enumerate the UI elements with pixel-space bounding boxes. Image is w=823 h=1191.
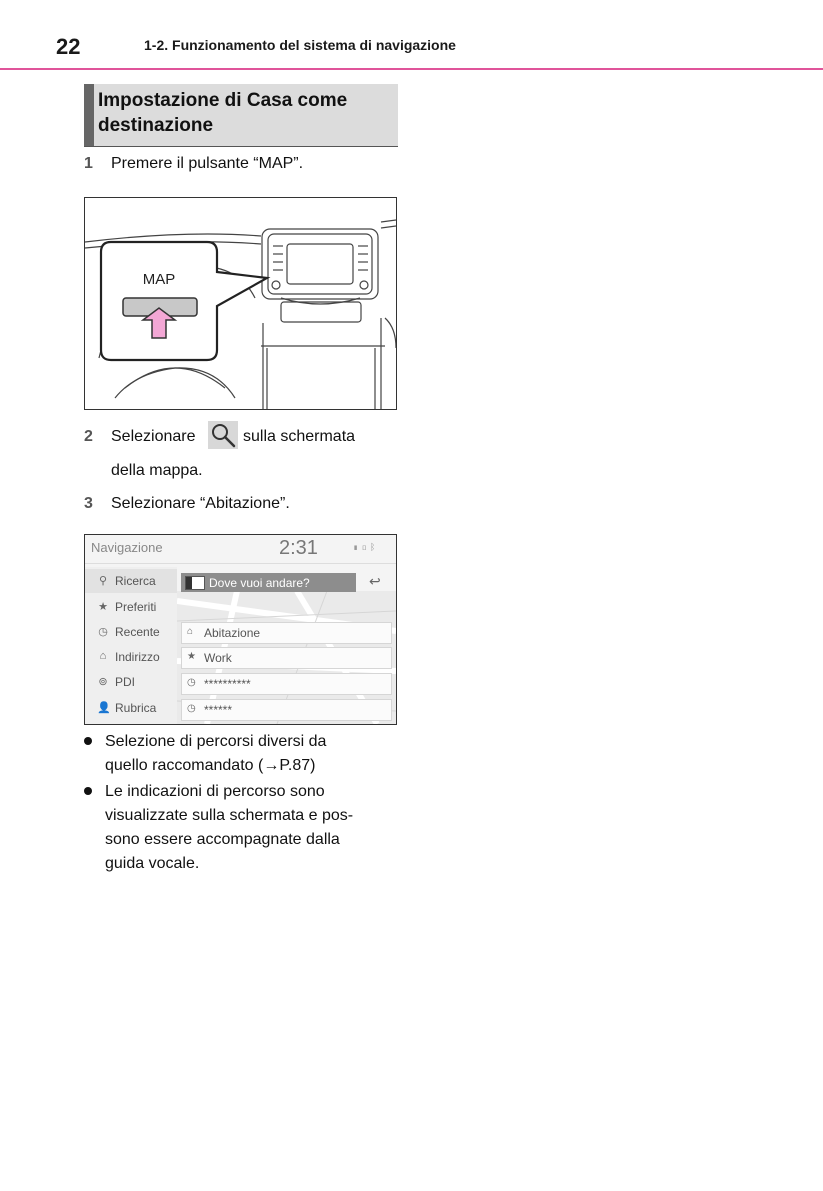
clock-icon: ◷ [98, 626, 108, 638]
step-2-text-before: Selezionare [111, 428, 196, 445]
step-1-number: 1 [84, 155, 93, 172]
nav-clock: 2:31 [279, 537, 318, 559]
section-heading-bar [84, 84, 94, 146]
step-2-text-after: sulla schermata [243, 428, 356, 445]
section-title: Impostazione di Casa come destinazione [98, 90, 348, 136]
bluetooth-icon: ᛒ [369, 542, 379, 552]
search-bar[interactable] [181, 573, 356, 592]
bullet-2-line: visualizzate sulla schermata e pos- [105, 807, 354, 824]
step-1-text: Premere il pulsante “MAP”. [111, 155, 304, 172]
sidebar-item-rubrica[interactable] [85, 696, 177, 720]
contact-icon: 👤 [97, 702, 111, 714]
home-icon: ⌂ [187, 626, 194, 637]
signal-icon: ▮ [353, 542, 362, 552]
star-icon: ★ [187, 651, 196, 662]
bullet-2-line: sono essere accompagnate dalla [105, 831, 340, 848]
sidebar-item-label: Ricerca [115, 574, 156, 588]
navigation-screen [84, 534, 397, 725]
search-icon: ⚲ [98, 575, 108, 587]
destination-row-recent-1[interactable] [181, 673, 392, 695]
status-icons [353, 542, 378, 552]
sidebar-item-label: Indirizzo [115, 650, 160, 664]
bullet-2-text [105, 780, 385, 876]
sidebar-item-label: PDI [115, 675, 136, 689]
search-icon [208, 421, 238, 449]
sidebar-item-pdi[interactable] [85, 670, 177, 694]
chapter-title: 1-2. Funzionamento del sistema di navigazione [144, 37, 456, 53]
dashboard-drawing [85, 198, 396, 409]
step-3-number: 3 [84, 495, 93, 512]
destination-label: ****** [204, 703, 233, 717]
poi-icon: ⊚ [98, 676, 108, 688]
sidebar-item-label: Recente [115, 625, 160, 639]
destination-label: Work [204, 651, 232, 665]
destination-row-abitazione[interactable] [181, 622, 392, 644]
sidebar-item-label: Rubrica [115, 701, 157, 715]
sidebar-item-recente[interactable] [85, 620, 177, 644]
address-icon: ⌂ [99, 650, 107, 662]
clock-icon: ◷ [187, 677, 196, 688]
step-3-text: Selezionare “Abitazione”. [111, 495, 290, 512]
search-placeholder: Dove vuoi andare? [209, 576, 310, 590]
sidebar-item-label: Preferiti [115, 600, 157, 614]
step-2-number: 2 [84, 428, 93, 445]
section-heading-box [84, 84, 398, 147]
sidebar-item-ricerca[interactable] [85, 569, 177, 593]
flag-icon [185, 576, 205, 590]
star-icon: ★ [98, 601, 108, 613]
bullet-1-line: Selezione di percorsi diversi da [105, 733, 327, 750]
bullet-2-line: guida vocale. [105, 855, 200, 872]
title-divider [85, 563, 396, 564]
map-button-label: MAP [142, 271, 176, 288]
destination-label: ********** [204, 677, 251, 691]
bullet-1-text [105, 730, 385, 778]
destination-row-work[interactable] [181, 647, 392, 669]
phone-icon: ▯ [361, 542, 370, 552]
clock-icon: ◷ [187, 703, 196, 714]
bullet-2-line: Le indicazioni di percorso sono [105, 783, 325, 800]
bullet-1-dot [84, 737, 92, 745]
back-icon[interactable]: ↩ [369, 573, 381, 589]
header-rule [0, 68, 823, 70]
sidebar-item-indirizzo[interactable] [85, 645, 177, 669]
dashboard-illustration [84, 197, 397, 410]
nav-screen-title: Navigazione [91, 540, 163, 555]
bullet-1-line: quello raccomandato (→P.87) [105, 757, 316, 774]
destination-row-recent-2[interactable] [181, 699, 392, 721]
destination-label: Abitazione [204, 626, 261, 640]
step-2-text-line2: della mappa. [111, 462, 203, 479]
page-number: 22 [56, 34, 81, 59]
bullet-2-dot [84, 787, 92, 795]
sidebar-item-preferiti[interactable] [85, 595, 177, 619]
